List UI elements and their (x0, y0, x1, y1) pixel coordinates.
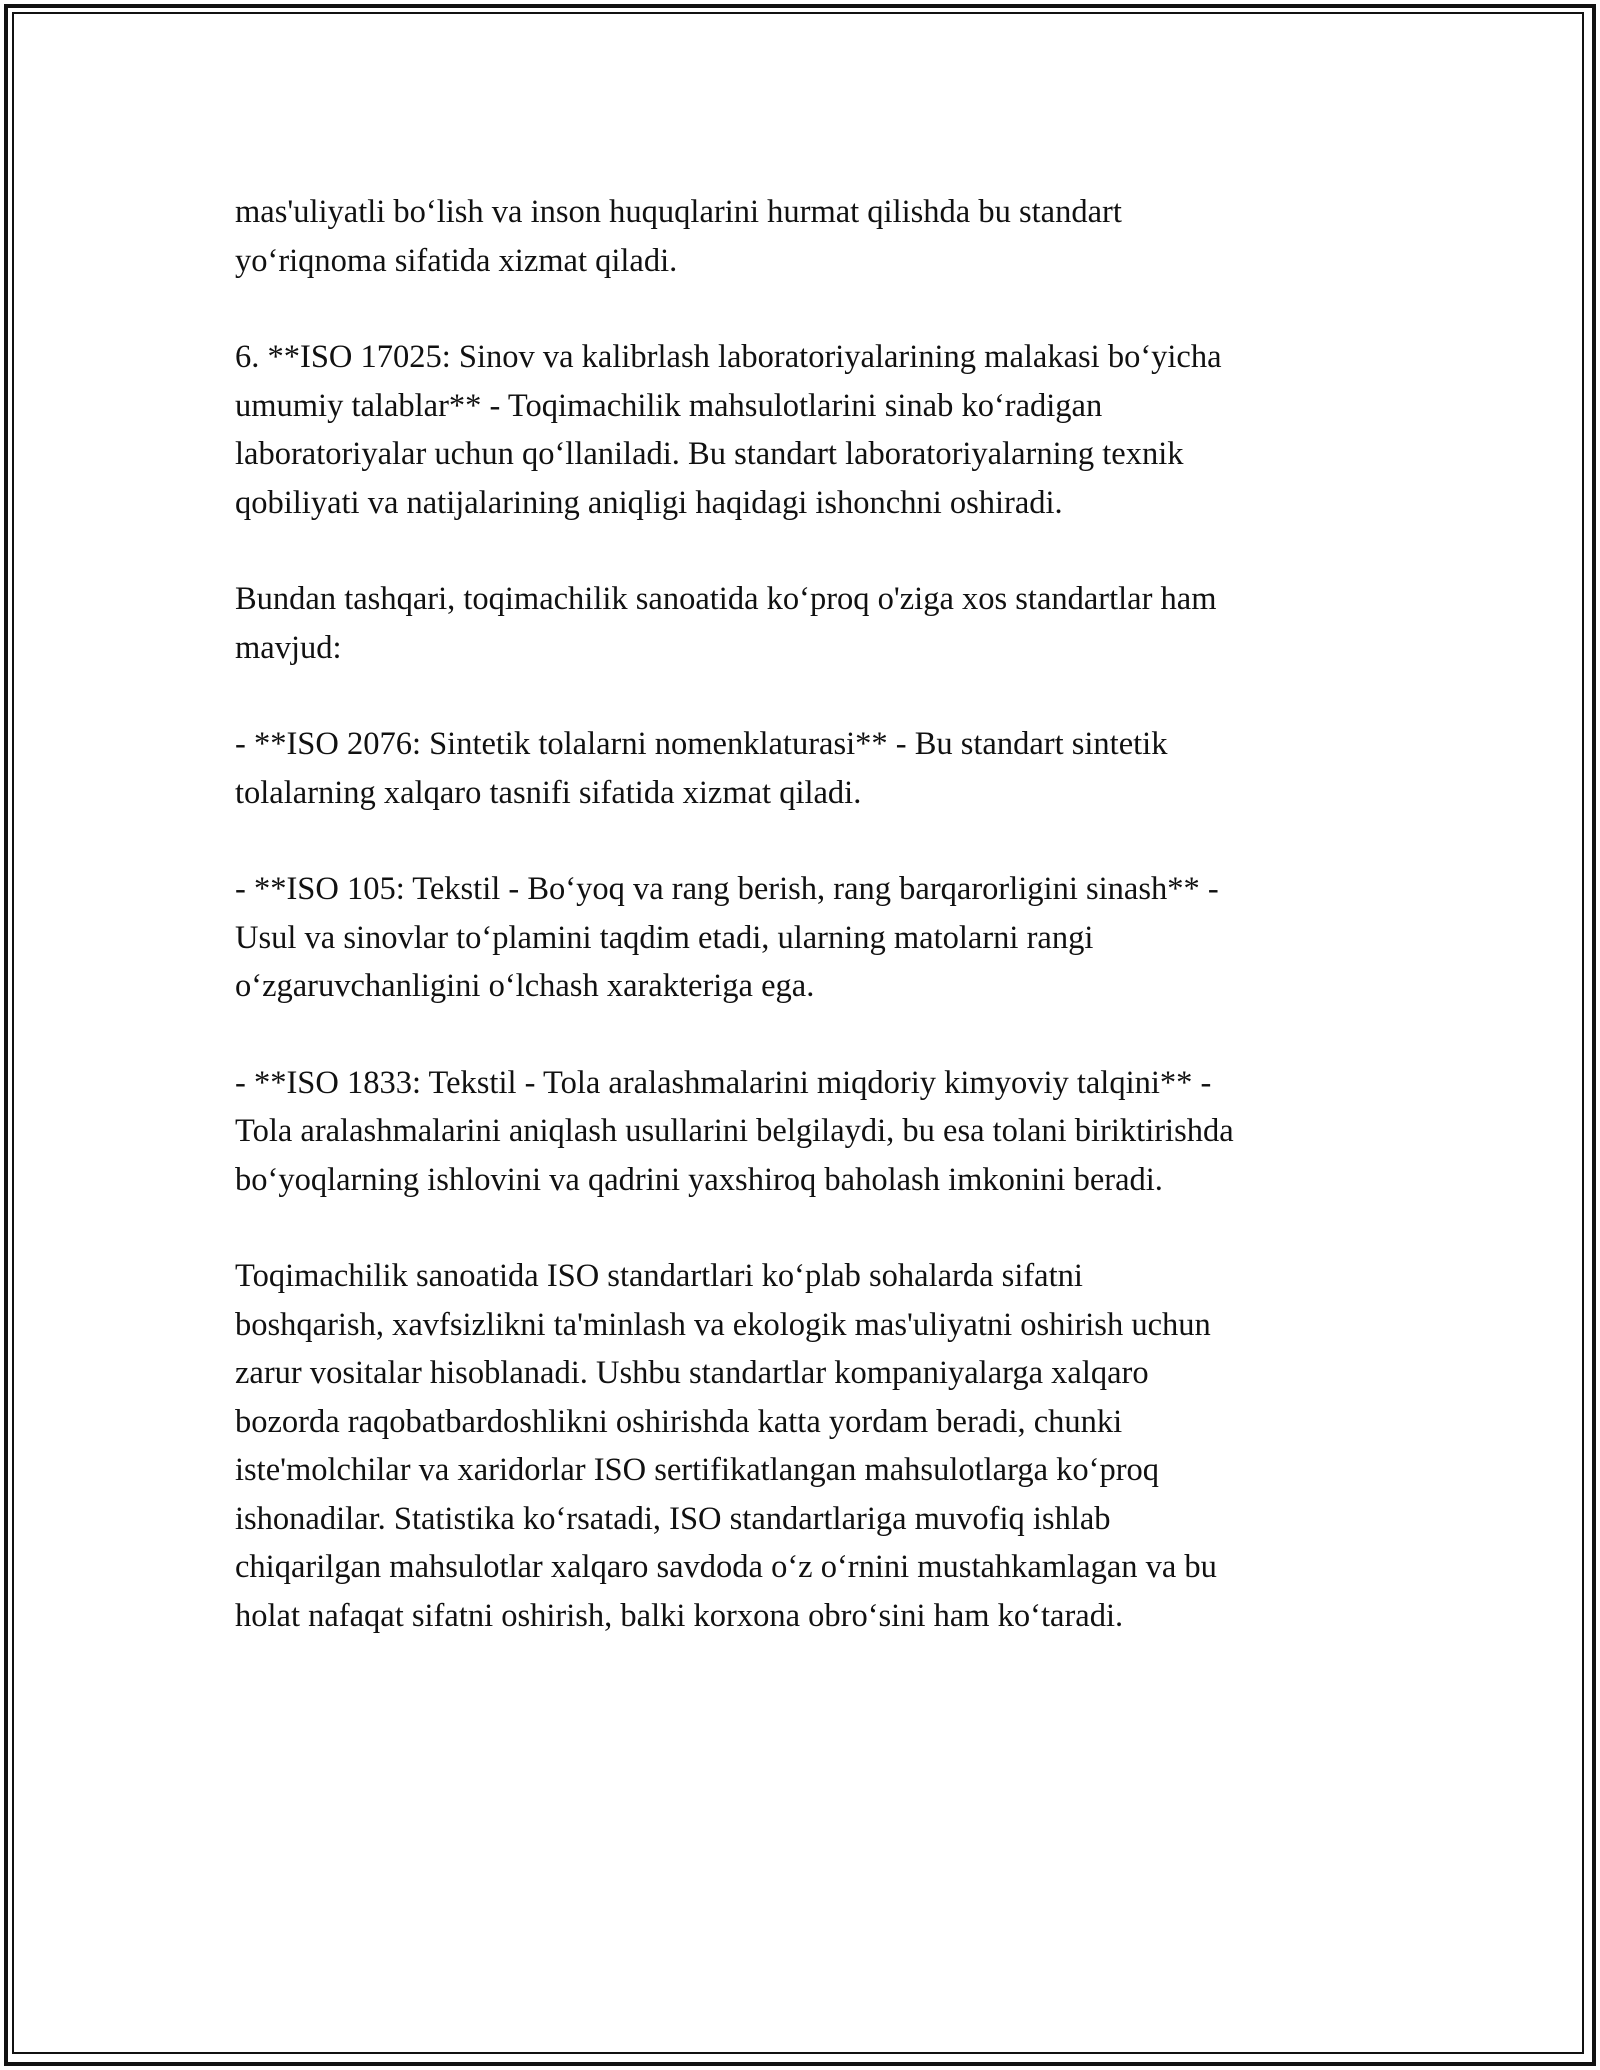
document-body (235, 188, 1375, 1640)
list-item-iso-2076: - **ISO 2076: Sintetik tolalarni nomenklaturasi** - Bu standart sintetik tolalarning xalqaro tasnifi sifatida xizmat qiladi. (235, 726, 1168, 811)
paragraph-iso-17025: 6. **ISO 17025: Sinov va kalibrlash laboratoriyalarining malakasi bo‘yicha umumiy talablar** - Toqimachilik mahsulotlarini sinab ko‘radigan laboratoriyalar uchun qo‘llaniladi. Bu standart laboratoriyalarning texnik qobiliyati va natijalarining aniqligi haqidagi ishonchni oshiradi. (235, 339, 1222, 521)
paragraph-responsibility: mas'uliyatli bo‘lish va inson huquqlarini hurmat qilishda bu standart yo‘riqnoma sifatida xizmat qiladi. (235, 194, 1122, 279)
paragraph-specific-standards-intro: Bundan tashqari, toqimachilik sanoatida ko‘proq o'ziga xos standartlar ham mavjud: (235, 581, 1217, 666)
list-item-iso-1833: - **ISO 1833: Tekstil - Tola aralashmalarini miqdoriy kimyoviy talqini** - Tola aralashmalarini aniqlash usullarini belgilaydi, bu esa tolani biriktirishda bo‘yoqlarning ishlovini va qadrini yaxshiroq baholash imkonini beradi. (235, 1064, 1234, 1198)
paragraph-conclusion: Toqimachilik sanoatida ISO standartlari ko‘plab sohalarda sifatni boshqarish, xavfsizlikni ta'minlash va ekologik mas'uliyatni oshirish uchun zarur vositalar hisoblanadi. Ushbu standartlar kompaniyalarga xalqaro bozorda raqobatbardoshlikni oshirishda katta yordam beradi, chunki iste'molchilar va xaridorlar ISO sertifikatlangan mahsulotlarga ko‘proq ishonadilar. Statistika ko‘rsatadi, ISO standartlariga muvofiq ishlab chiqarilgan mahsulotlar xalqaro savdoda o‘z o‘rnini mustahkamlagan va bu holat nafaqat sifatni oshirish, balki korxona obro‘sini ham ko‘taradi. (235, 1258, 1217, 1634)
list-item-iso-105: - **ISO 105: Tekstil - Bo‘yoq va rang berish, rang barqarorligini sinash** - Usul va sinovlar to‘plamini taqdim etadi, ularning matolarni rangi o‘zgaruvchanligini o‘lchash xarakteriga ega. (235, 871, 1219, 1004)
